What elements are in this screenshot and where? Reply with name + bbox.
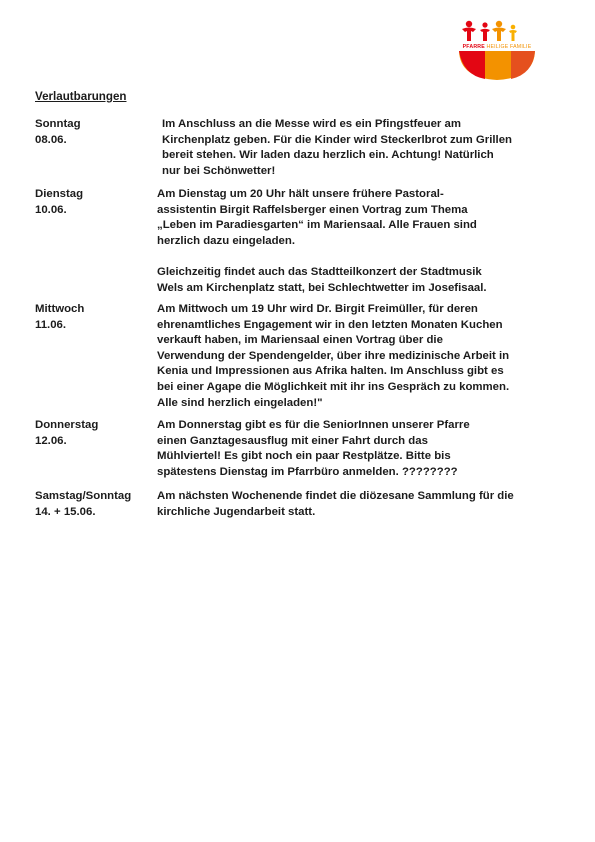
text-line: nur bei Schönwetter! [162,164,276,177]
entry-date: 12.06. [35,434,67,447]
text-line: „Leben im Paradiesgarten“ im Mariensaal. Alle Frauen sind [157,219,477,232]
text-line: verkauft haben, im Mariensaal einen Vortrag über die [157,334,443,347]
entry-text [162,117,562,179]
entry-paragraph [157,489,557,520]
entry-text [157,489,557,520]
text-line: herzlich dazu eingeladen. [157,234,295,247]
logo-text-heilige-familie: HEILIGE FAMILIE [486,44,532,50]
entry-day: Sonntag [35,118,81,130]
entry-date: 11.06. [35,318,67,331]
text-line: Alle sind herzlich eingeladen!" [157,396,323,409]
entry-paragraph [157,265,557,296]
text-line: Verwendung der Spendengelder, über ihre medizinische Arbeit in [157,349,510,362]
entry-paragraph [157,187,557,249]
entry-text [157,418,557,480]
entry-date-label [35,187,155,218]
text-line: Am nächsten Wochenende findet die diözesane Sammlung für die [157,490,514,502]
text-line: einen Ganztagesausflug mit einer Fahrt durch das [157,434,428,447]
text-line: Am Donnerstag gibt es für die SeniorInnen unserer Pfarre [157,419,470,431]
text-line: bereit stehen. Wir laden dazu herzlich ein. Achtung! Natürlich [162,149,494,162]
entry-text [157,302,557,411]
text-line: Kirchenplatz geben. Für die Kinder wird Steckerlbrot zum Grillen [162,133,513,146]
text-line: Am Mittwoch um 19 Uhr wird Dr. Birgit Freimüller, für deren [157,303,478,315]
logo-family-icon [455,20,539,82]
text-line: kirchliche Jugendarbeit statt. [157,505,316,518]
text-line: Kenia und Impressionen aus Afrika halten. Im Anschluss gibt es [157,365,504,378]
parish-logo [455,20,539,82]
entry-paragraph [157,418,557,480]
entry-text [157,187,557,296]
entry-day: Mittwoch [35,303,85,315]
entry-date-label [35,117,155,148]
logo-text-pfarre: PFARRE [462,44,485,50]
text-line: Im Anschluss an die Messe wird es ein Pfingstfeuer am [162,118,461,130]
text-line: spätestens Dienstag im Pfarrbüro anmelden. ???????? [157,465,458,478]
entry-date: 08.06. [35,133,67,146]
entry-date: 14. + 15.06. [35,505,96,518]
text-line: Gleichzeitig findet auch das Stadtteilkonzert der Stadtmusik [157,265,482,278]
text-line: Wels am Kirchenplatz statt, bei Schlechtwetter im Josefisaal. [157,281,487,294]
entry-paragraph [157,302,557,411]
entry-paragraph [162,117,562,179]
text-line: ehrenamtliches Engagement wir in den letzten Monaten Kuchen [157,318,503,331]
text-line: Mühlviertel! Es gibt noch ein paar Restplätze. Bitte bis [157,450,451,463]
entry-date-label [35,489,155,520]
text-line: Am Dienstag um 20 Uhr hält unsere frühere Pastoral- [157,188,444,200]
text-line: assistentin Birgit Raffelsberger einen Vortrag zum Thema [157,203,468,216]
page-title: Verlautbarungen [35,90,127,103]
entry-day: Donnerstag [35,419,99,431]
text-line: bei einer Agape die Möglichkeit mit ihr ins Gespräch zu kommen. [157,380,510,393]
entry-day: Dienstag [35,188,84,200]
entry-date: 10.06. [35,203,67,216]
entry-date-label [35,418,155,449]
entry-day: Samstag/Sonntag [35,490,132,502]
entry-date-label [35,302,155,333]
logo-wordmark [455,44,539,50]
